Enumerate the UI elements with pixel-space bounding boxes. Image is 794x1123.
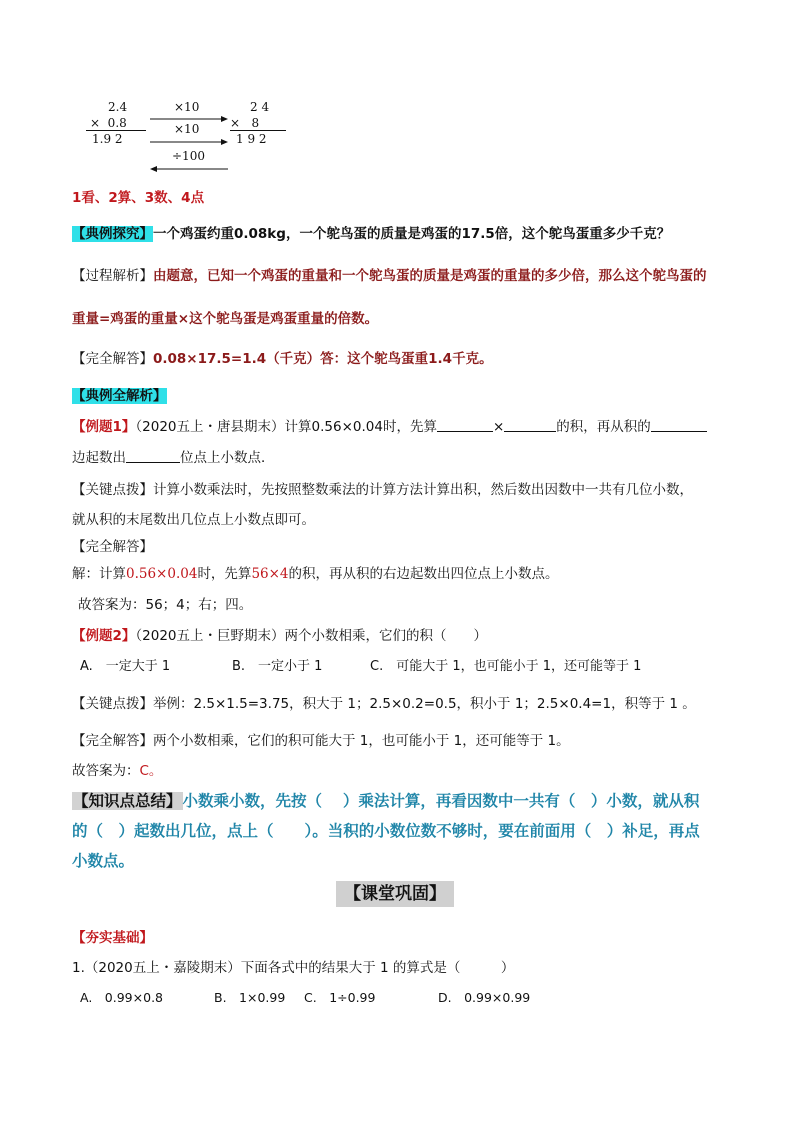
ex2-source: （2020五上・巨野期末） (135, 628, 285, 644)
section-title: 【课堂巩固】 (336, 881, 454, 907)
left-product: 1.9 2 (92, 132, 123, 146)
full-analysis-line (72, 384, 167, 404)
ex2-final-b: C。 (139, 763, 163, 779)
basic-option-d: D. 0.99×0.99 (438, 990, 531, 1005)
ex1-solution-a: 解：计算 (72, 566, 126, 582)
ex1-question-line2-b: 位点上小数点． (180, 450, 275, 466)
ex1-blank-4 (126, 450, 180, 463)
ex2-answer-line (72, 729, 570, 749)
ex1-solution-e: 的积，再从积的右边起数出四位点上小数点。 (288, 566, 559, 582)
process-tag: 【过程解析】 (72, 268, 153, 284)
ex1-tag: 【例题1】 (72, 419, 136, 435)
ex1-solution-c: 时，先算 (197, 566, 252, 582)
knowledge-tag: 【知识点总结】 (73, 792, 182, 810)
full-analysis-tag: 【典例全解析】 (72, 388, 167, 404)
ex1-key-text-2: 就从积的末尾数出几位点上小数点即可。 (72, 512, 315, 528)
explore-answer-text: 0.08×17.5=1.4（千克）答：这个鸵鸟蛋重1.4千克。 (153, 351, 493, 367)
ex1-question-line-2 (72, 446, 275, 466)
knowledge-text-2: 的（ ）起数出几位，点上（ ）。当积的小数位数不够时，要在前面用（ ）补足，再点 (72, 822, 700, 840)
ex1-question-line-1 (72, 415, 707, 435)
explore-line (72, 222, 670, 242)
ex1-blank-1 (437, 419, 493, 432)
steps-text: 1看、2算、3数、4点 (72, 190, 205, 206)
ex2-key-line (72, 692, 696, 712)
ex1-solution-line (72, 562, 559, 582)
ex1-source: （2020五上・唐县期末） (135, 419, 285, 435)
multiplication-diagram (82, 98, 292, 180)
ex1-key-tag: 【关键点拨】 (72, 482, 153, 498)
explore-question: 一个鸡蛋约重0.08kg，一个鸵鸟蛋的质量是鸡蛋的17.5倍，这个鸵鸟蛋重多少千克？ (153, 226, 671, 242)
ex2-answer-text: 两个小数相乘，它们的积可能大于 1，也可能小于 1，还可能等于 1。 (153, 733, 570, 749)
ex2-final-a: 故答案为： (72, 763, 140, 779)
ex1-answer-tag: 【完全解答】 (72, 539, 153, 555)
arrow1-label: ×10 (174, 100, 200, 114)
left-multiplicand: 2.4 (108, 100, 128, 114)
knowledge-line-1 (72, 789, 699, 811)
basic-option-c: C. 1÷0.99 (304, 990, 376, 1005)
ex2-key-tag: 【关键点拨】 (72, 696, 153, 712)
basic-question-1: 1.（2020五上・嘉陵期末）下面各式中的结果大于 1 的算式是（ ） (72, 960, 515, 976)
ex2-key-text: 举例：2.5×1.5=3.75，积大于 1；2.5×0.2=0.5，积小于 1；2.5×0.4=1，积等于 1 。 (153, 696, 696, 712)
ex2-option-a: A. 一定大于 1 (80, 659, 171, 674)
ex1-blank-3 (651, 419, 707, 432)
knowledge-text-3: 小数点。 (72, 852, 135, 870)
process-text-1: 由题意，已知一个鸡蛋的重量和一个鸵鸟蛋的质量是鸡蛋的重量的多少倍，那么这个鸵鸟蛋的 (153, 268, 707, 284)
ex2-answer-tag: 【完全解答】 (72, 733, 153, 749)
ex2-option-b: B. 一定小于 1 (232, 659, 323, 674)
right-product: 1 9 2 (236, 132, 267, 146)
ex1-key-text-1: 计算小数乘法时，先按照整数乘法的计算方法计算出积，然后数出因数中一共有几位小数， (153, 482, 693, 498)
process-line-1 (72, 264, 707, 284)
ex1-solution-d: 56×4 (251, 566, 289, 582)
right-multiplicand: 2 4 (250, 100, 270, 114)
ex1-key-line-1 (72, 478, 693, 498)
ex1-blank-2 (504, 419, 556, 432)
ex2-question: 两个小数相乘，它们的积（ ） (284, 628, 488, 644)
ex1-times: × (492, 419, 505, 435)
arrow2-label: ×10 (174, 122, 200, 136)
knowledge-text-1: 小数乘小数，先按（ ）乘法计算，再看因数中一共有（ ）小数，就从积 (182, 792, 700, 810)
ex1-question-part2: 的积，再从积的 (556, 419, 651, 435)
basic-tag: 【夯实基础】 (72, 930, 153, 946)
ex2-tag: 【例题2】 (72, 628, 136, 644)
ex1-question-part1: 计算0.56×0.04时，先算 (284, 419, 437, 435)
right-rule (230, 130, 286, 131)
basic-option-a: A. 0.99×0.8 (80, 990, 163, 1005)
right-multiplier: × 8 (230, 116, 260, 130)
basic-option-b: B. 1×0.99 (214, 990, 286, 1005)
explore-answer-line (72, 347, 493, 367)
ex1-solution-b: 0.56×0.04 (126, 566, 198, 582)
left-multiplier: × 0.8 (90, 116, 127, 130)
ex1-final-answer: 故答案为：56；4；右；四。 (78, 597, 253, 613)
ex2-final-line (72, 759, 162, 779)
arrow3-label: ÷100 (172, 149, 205, 163)
process-text-2: 重量=鸡蛋的重量×这个鸵鸟蛋是鸡蛋重量的倍数。 (72, 311, 379, 327)
explore-tag: 【典例探究】 (72, 226, 153, 242)
explore-answer-tag: 【完全解答】 (72, 351, 153, 367)
ex2-question-line (72, 624, 487, 644)
ex2-option-c: C. 可能大于 1，也可能小于 1，还可能等于 1 (370, 659, 642, 674)
ex1-question-line2-a: 边起数出 (72, 450, 126, 466)
